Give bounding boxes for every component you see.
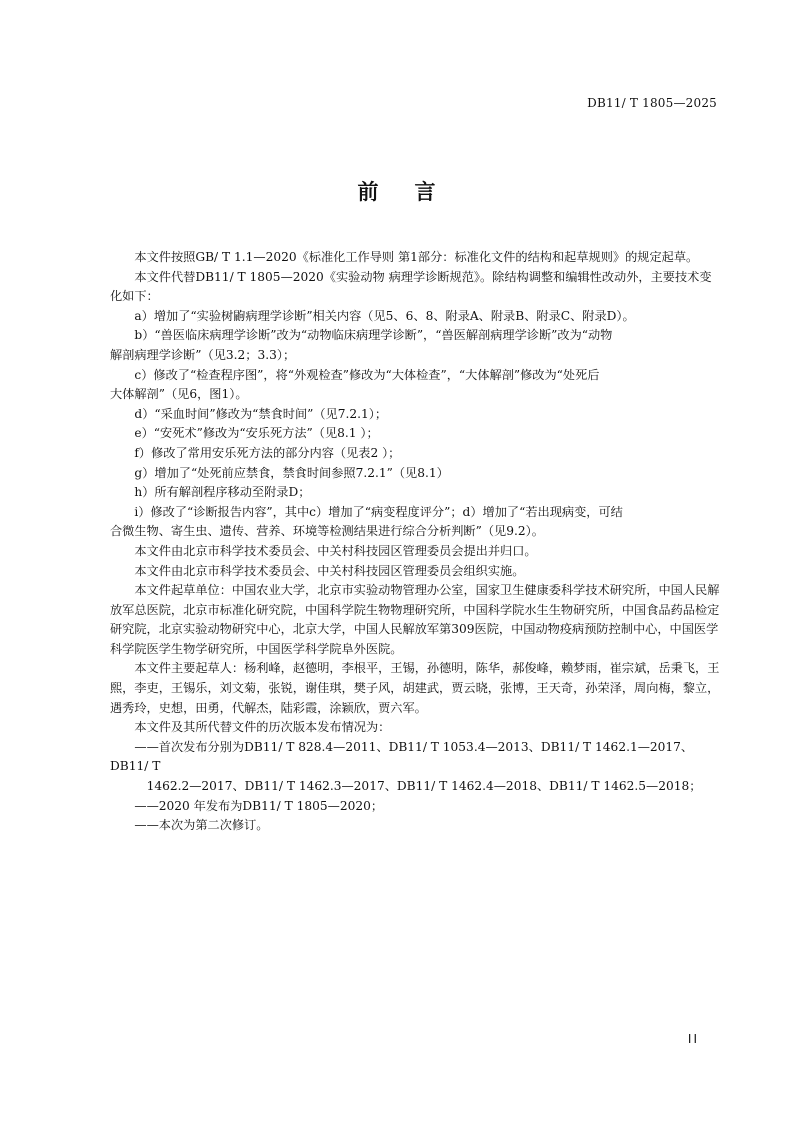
paragraph-replacement: 本文件代替DB11/ T 1805—2020《实验动物 病理学诊断规范》。除结构调整和编辑性改动外，主要技术变化如下： (110, 269, 712, 304)
history-item-1-line1: ——首次发布分别为DB11/ T 828.4—2011、DB11/ T 1053.4—2013、DB11/ T 1462.1—2017、DB11/ T (110, 739, 694, 774)
change-item-c-line2: 大体解剖”（见6，图1）。 (110, 387, 248, 402)
change-item-e: e）“安死术”修改为“安乐死方法”（见8.1 ）； (134, 426, 379, 441)
change-item-i-line2: 合微生物、寄生虫、遗传、营养、环境等检测结果进行综合分析判断”（见9.2）。 (110, 524, 544, 539)
history-item-3: ——本次为第二次修订。 (134, 818, 269, 833)
paragraph-implementer: 本文件由北京市科学技术委员会、中关村科技园区管理委员会组织实施。 (134, 563, 525, 578)
change-item-d: d）“采血时间”修改为“禁食时间”（见7.2.1）； (134, 406, 388, 421)
change-item-f: f）修改了常用安乐死方法的部分内容（见表2 ）； (134, 445, 401, 460)
history-item-2: ——2020 年发布为DB11/ T 1805—2020； (134, 798, 384, 813)
paragraph-drafting-units: 本文件起草单位：中国农业大学，北京市实验动物管理办公室，国家卫生健康委科学技术研究所，中国人民解放军总医院，北京市标准化研究院，中国科学院生物物理研究所，中国科学院水生生物研究所，中国食品药品检定研究院，北京实验动物研究中心，北京大学，中国人民解放军第309医院，中国动物疫病预防控制中心，中国医学科学院医学生物学研究所，中国医学科学院阜外医院。 (110, 583, 720, 656)
change-item-b-line1: b）“兽医临床病理学诊断”改为“动物临床病理学诊断”，“兽医解剖病理学诊断”改为“动物 (134, 328, 613, 343)
title-char-2: 言 (414, 180, 436, 204)
title-char-1: 前 (357, 180, 379, 204)
document-number: DB11/ T 1805—2025 (587, 96, 717, 110)
change-item-a: a）增加了“实验树鼩病理学诊断”相关内容（见5、6、8、附录A、附录B、附录C、附录D）。 (134, 308, 635, 323)
paragraph-proposer: 本文件由北京市科学技术委员会、中关村科技园区管理委员会提出并归口。 (134, 543, 537, 558)
page-title (0, 176, 793, 206)
paragraph-drafting-rule: 本文件按照GB/ T 1.1—2020《标准化工作导则 第1部分：标准化文件的结构和起草规则》的规定起草。 (134, 250, 699, 264)
page-number: II (687, 1032, 699, 1046)
paragraph-drafters: 本文件主要起草人：杨利峰，赵德明，李根平，王锡，孙德明，陈华，郝俊峰，赖梦雨，崔宗斌，岳秉飞，王熙，李吏，王锡乐，刘文菊，张锐，谢佳琪，樊子风，胡建武，贾云晓，张博，王天奇，孙荣泽，周向梅，黎立，遇秀玲，史想，田勇，代解杰，陆彩霞，涂颖欣，贾六军。 (110, 661, 720, 715)
foreword-body (110, 248, 720, 836)
paragraph-history-intro: 本文件及其所代替文件的历次版本发布情况为： (134, 720, 391, 735)
change-item-c-line1: c）修改了“检查程序图”，将“外观检查”修改为“大体检查”，“大体解剖”修改为“处死后 (134, 367, 600, 382)
history-item-1-line2: 1462.2—2017、DB11/ T 1462.3—2017、DB11/ T 1462.4—2018、DB11/ T 1462.5—2018； (146, 779, 702, 794)
change-item-i-line1: i）修改了“诊断报告内容”，其中c）增加了“病变程度评分”；d）增加了“若出现病变，可结 (134, 504, 623, 519)
change-item-g: g）增加了“处死前应禁食，禁食时间参照7.2.1”（见8.1） (134, 465, 449, 480)
change-item-h: h）所有解剖程序移动至附录D； (134, 485, 311, 500)
change-item-b-line2: 解剖病理学诊断”（见3.2；3.3）； (110, 347, 296, 362)
